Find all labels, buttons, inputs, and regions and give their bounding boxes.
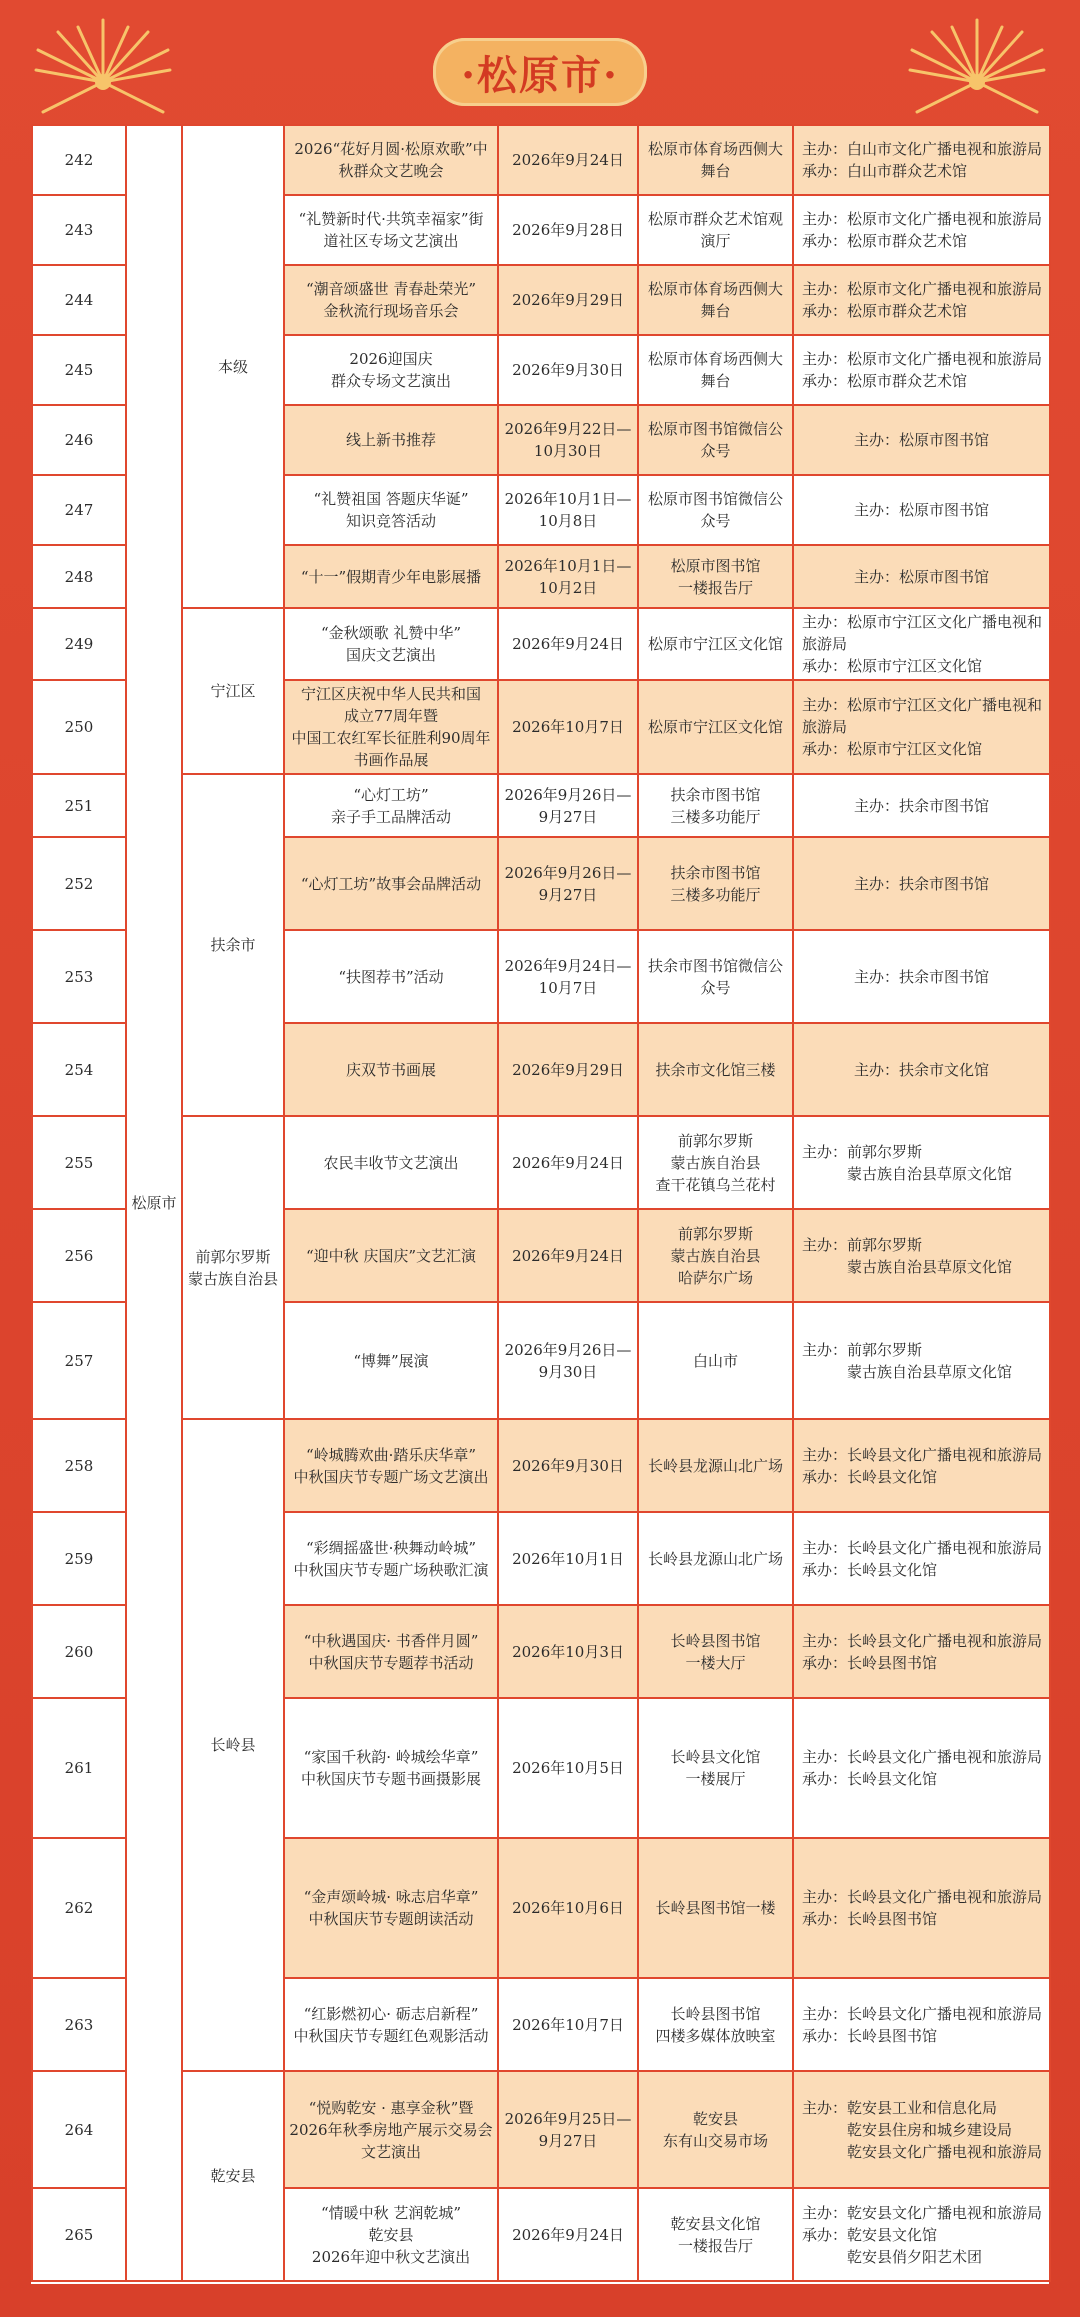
table-row xyxy=(32,1419,1050,1512)
event-date-cell: 2026年9月30日 xyxy=(498,1419,638,1512)
event-date-cell: 2026年9月28日 xyxy=(498,195,638,265)
event-date-cell: 2026年9月24日 xyxy=(498,2188,638,2281)
table-row xyxy=(32,125,1050,195)
district-cell: 乾安县 xyxy=(182,2071,284,2281)
event-table-container xyxy=(31,124,1049,2284)
organizer-cell: 主办：长岭县文化广播电视和旅游局 承办：长岭县文化馆 xyxy=(793,1419,1050,1512)
firework-right-icon xyxy=(892,12,1062,137)
row-number-cell: 248 xyxy=(32,545,126,608)
event-date-cell: 2026年9月25日— 9月27日 xyxy=(498,2071,638,2188)
row-number-cell: 251 xyxy=(32,774,126,837)
organizer-cell: 主办：长岭县文化广播电视和旅游局 承办：长岭县图书馆 xyxy=(793,1978,1050,2071)
table-row xyxy=(32,608,1050,680)
event-venue-cell: 松原市体育场西侧大 舞台 xyxy=(638,335,793,405)
event-date-cell: 2026年10月1日— 10月8日 xyxy=(498,475,638,545)
table-row xyxy=(32,774,1050,837)
organizer-cell: 主办：白山市文化广播电视和旅游局 承办：白山市群众艺术馆 xyxy=(793,125,1050,195)
event-date-cell: 2026年9月26日— 9月30日 xyxy=(498,1302,638,1419)
event-name-cell: “岭城腾欢曲·踏乐庆华章” 中秋国庆节专题广场文艺演出 xyxy=(284,1419,498,1512)
event-venue-cell: 长岭县龙源山北广场 xyxy=(638,1512,793,1605)
row-number-cell: 245 xyxy=(32,335,126,405)
event-venue-cell: 松原市宁江区文化馆 xyxy=(638,608,793,680)
event-venue-cell: 松原市图书馆微信公 众号 xyxy=(638,475,793,545)
row-number-cell: 244 xyxy=(32,265,126,335)
event-name-cell: 2026“花好月圆·松原欢歌”中 秋群众文艺晚会 xyxy=(284,125,498,195)
event-date-cell: 2026年10月5日 xyxy=(498,1698,638,1838)
organizer-cell: 主办：松原市图书馆 xyxy=(793,405,1050,475)
row-number-cell: 259 xyxy=(32,1512,126,1605)
event-venue-cell: 扶余市图书馆 三楼多功能厅 xyxy=(638,774,793,837)
event-name-cell: 2026迎国庆 群众专场文艺演出 xyxy=(284,335,498,405)
event-date-cell: 2026年9月30日 xyxy=(498,335,638,405)
event-date-cell: 2026年9月24日 xyxy=(498,608,638,680)
event-name-cell: “潮音颂盛世 青春赴荣光” 金秋流行现场音乐会 xyxy=(284,265,498,335)
event-venue-cell: 松原市图书馆 一楼报告厅 xyxy=(638,545,793,608)
event-venue-cell: 长岭县图书馆一楼 xyxy=(638,1838,793,1978)
district-cell: 扶余市 xyxy=(182,774,284,1116)
event-name-cell: “彩绸摇盛世·秧舞动岭城” 中秋国庆节专题广场秧歌汇演 xyxy=(284,1512,498,1605)
organizer-cell: 主办：扶余市图书馆 xyxy=(793,774,1050,837)
organizer-cell: 主办：松原市图书馆 xyxy=(793,475,1050,545)
page-title-text: ·松原市· xyxy=(461,51,619,99)
event-venue-cell: 松原市体育场西侧大 舞台 xyxy=(638,265,793,335)
event-date-cell: 2026年9月29日 xyxy=(498,265,638,335)
event-date-cell: 2026年9月26日— 9月27日 xyxy=(498,837,638,930)
event-name-cell: “悦购乾安 · 惠享金秋”暨 2026年秋季房地产展示交易会 文艺演出 xyxy=(284,2071,498,2188)
row-number-cell: 255 xyxy=(32,1116,126,1209)
event-venue-cell: 松原市体育场西侧大 舞台 xyxy=(638,125,793,195)
row-number-cell: 246 xyxy=(32,405,126,475)
organizer-cell: 主办：长岭县文化广播电视和旅游局 承办：长岭县图书馆 xyxy=(793,1838,1050,1978)
event-name-cell: “金声颂岭城· 咏志启华章” 中秋国庆节专题朗读活动 xyxy=(284,1838,498,1978)
row-number-cell: 253 xyxy=(32,930,126,1023)
row-number-cell: 250 xyxy=(32,680,126,774)
event-date-cell: 2026年10月3日 xyxy=(498,1605,638,1698)
row-number-cell: 262 xyxy=(32,1838,126,1978)
row-number-cell: 252 xyxy=(32,837,126,930)
event-venue-cell: 乾安县 东有山交易市场 xyxy=(638,2071,793,2188)
event-venue-cell: 乾安县文化馆 一楼报告厅 xyxy=(638,2188,793,2281)
organizer-cell: 主办：乾安县文化广播电视和旅游局 承办：乾安县文化馆 乾安县俏夕阳艺术团 xyxy=(793,2188,1050,2281)
firework-left-icon xyxy=(18,12,188,137)
organizer-cell: 主办：乾安县工业和信息化局 乾安县住房和城乡建设局 乾安县文化广播电视和旅游局 xyxy=(793,2071,1050,2188)
event-venue-cell: 扶余市图书馆微信公 众号 xyxy=(638,930,793,1023)
event-venue-cell: 松原市群众艺术馆观 演厅 xyxy=(638,195,793,265)
row-number-cell: 263 xyxy=(32,1978,126,2071)
district-cell: 前郭尔罗斯 蒙古族自治县 xyxy=(182,1116,284,1419)
event-name-cell: 庆双节书画展 xyxy=(284,1023,498,1116)
event-date-cell: 2026年10月7日 xyxy=(498,1978,638,2071)
district-cell: 长岭县 xyxy=(182,1419,284,2071)
event-name-cell: 农民丰收节文艺演出 xyxy=(284,1116,498,1209)
event-venue-cell: 长岭县图书馆 一楼大厅 xyxy=(638,1605,793,1698)
event-date-cell: 2026年9月24日 xyxy=(498,125,638,195)
page-title xyxy=(433,38,647,106)
row-number-cell: 260 xyxy=(32,1605,126,1698)
organizer-cell: 主办：前郭尔罗斯 蒙古族自治县草原文化馆 xyxy=(793,1116,1050,1209)
organizer-cell: 主办：松原市宁江区文化广播电视和 旅游局 承办：松原市宁江区文化馆 xyxy=(793,680,1050,774)
event-name-cell: “礼赞祖国 答题庆华诞” 知识竞答活动 xyxy=(284,475,498,545)
event-date-cell: 2026年9月29日 xyxy=(498,1023,638,1116)
row-number-cell: 247 xyxy=(32,475,126,545)
row-number-cell: 264 xyxy=(32,2071,126,2188)
table-row xyxy=(32,2071,1050,2188)
row-number-cell: 254 xyxy=(32,1023,126,1116)
organizer-cell: 主办：松原市图书馆 xyxy=(793,545,1050,608)
organizer-cell: 主办：松原市文化广播电视和旅游局 承办：松原市群众艺术馆 xyxy=(793,265,1050,335)
organizer-cell: 主办：松原市文化广播电视和旅游局 承办：松原市群众艺术馆 xyxy=(793,195,1050,265)
event-venue-cell: 前郭尔罗斯 蒙古族自治县 查干花镇乌兰花村 xyxy=(638,1116,793,1209)
event-name-cell: “心灯工坊”故事会品牌活动 xyxy=(284,837,498,930)
event-date-cell: 2026年9月24日 xyxy=(498,1116,638,1209)
organizer-cell: 主办：扶余市文化馆 xyxy=(793,1023,1050,1116)
table-row xyxy=(32,1116,1050,1209)
city-cell: 松原市 xyxy=(126,125,182,2281)
event-name-cell: “金秋颂歌 礼赞中华” 国庆文艺演出 xyxy=(284,608,498,680)
row-number-cell: 256 xyxy=(32,1209,126,1302)
event-name-cell: “中秋遇国庆· 书香伴月圆” 中秋国庆节专题荐书活动 xyxy=(284,1605,498,1698)
row-number-cell: 265 xyxy=(32,2188,126,2281)
organizer-cell: 主办：松原市宁江区文化广播电视和 旅游局 承办：松原市宁江区文化馆 xyxy=(793,608,1050,680)
event-name-cell: “情暖中秋 艺润乾城” 乾安县 2026年迎中秋文艺演出 xyxy=(284,2188,498,2281)
organizer-cell: 主办：长岭县文化广播电视和旅游局 承办：长岭县文化馆 xyxy=(793,1698,1050,1838)
event-date-cell: 2026年10月6日 xyxy=(498,1838,638,1978)
event-table xyxy=(31,124,1051,2282)
row-number-cell: 243 xyxy=(32,195,126,265)
row-number-cell: 261 xyxy=(32,1698,126,1838)
event-venue-cell: 扶余市图书馆 三楼多功能厅 xyxy=(638,837,793,930)
event-venue-cell: 长岭县文化馆 一楼展厅 xyxy=(638,1698,793,1838)
event-date-cell: 2026年9月24日— 10月7日 xyxy=(498,930,638,1023)
district-cell: 本级 xyxy=(182,125,284,608)
event-venue-cell: 白山市 xyxy=(638,1302,793,1419)
event-venue-cell: 松原市图书馆微信公 众号 xyxy=(638,405,793,475)
event-venue-cell: 长岭县龙源山北广场 xyxy=(638,1419,793,1512)
event-name-cell: “心灯工坊” 亲子手工品牌活动 xyxy=(284,774,498,837)
event-venue-cell: 前郭尔罗斯 蒙古族自治县 哈萨尔广场 xyxy=(638,1209,793,1302)
event-date-cell: 2026年9月22日— 10月30日 xyxy=(498,405,638,475)
event-name-cell: “红影燃初心· 砺志启新程” 中秋国庆节专题红色观影活动 xyxy=(284,1978,498,2071)
event-venue-cell: 长岭县图书馆 四楼多媒体放映室 xyxy=(638,1978,793,2071)
organizer-cell: 主办：前郭尔罗斯 蒙古族自治县草原文化馆 xyxy=(793,1302,1050,1419)
organizer-cell: 主办：长岭县文化广播电视和旅游局 承办：长岭县图书馆 xyxy=(793,1605,1050,1698)
event-name-cell: “博舞”展演 xyxy=(284,1302,498,1419)
event-date-cell: 2026年10月1日 xyxy=(498,1512,638,1605)
organizer-cell: 主办：长岭县文化广播电视和旅游局 承办：长岭县文化馆 xyxy=(793,1512,1050,1605)
organizer-cell: 主办：扶余市图书馆 xyxy=(793,837,1050,930)
organizer-cell: 主办：扶余市图书馆 xyxy=(793,930,1050,1023)
organizer-cell: 主办：松原市文化广播电视和旅游局 承办：松原市群众艺术馆 xyxy=(793,335,1050,405)
event-venue-cell: 松原市宁江区文化馆 xyxy=(638,680,793,774)
event-name-cell: “迎中秋 庆国庆”文艺汇演 xyxy=(284,1209,498,1302)
event-name-cell: “十一”假期青少年电影展播 xyxy=(284,545,498,608)
row-number-cell: 242 xyxy=(32,125,126,195)
district-cell: 宁江区 xyxy=(182,608,284,774)
row-number-cell: 257 xyxy=(32,1302,126,1419)
event-name-cell: “家国千秋韵· 岭城绘华章” 中秋国庆节专题书画摄影展 xyxy=(284,1698,498,1838)
event-name-cell: “礼赞新时代·共筑幸福家”街 道社区专场文艺演出 xyxy=(284,195,498,265)
event-date-cell: 2026年9月24日 xyxy=(498,1209,638,1302)
organizer-cell: 主办：前郭尔罗斯 蒙古族自治县草原文化馆 xyxy=(793,1209,1050,1302)
event-venue-cell: 扶余市文化馆三楼 xyxy=(638,1023,793,1116)
event-date-cell: 2026年10月1日— 10月2日 xyxy=(498,545,638,608)
row-number-cell: 258 xyxy=(32,1419,126,1512)
event-name-cell: “扶图荐书”活动 xyxy=(284,930,498,1023)
event-date-cell: 2026年9月26日— 9月27日 xyxy=(498,774,638,837)
event-name-cell: 线上新书推荐 xyxy=(284,405,498,475)
event-date-cell: 2026年10月7日 xyxy=(498,680,638,774)
row-number-cell: 249 xyxy=(32,608,126,680)
event-name-cell: 宁江区庆祝中华人民共和国 成立77周年暨 中国工农红军长征胜利90周年 书画作品展 xyxy=(284,680,498,774)
